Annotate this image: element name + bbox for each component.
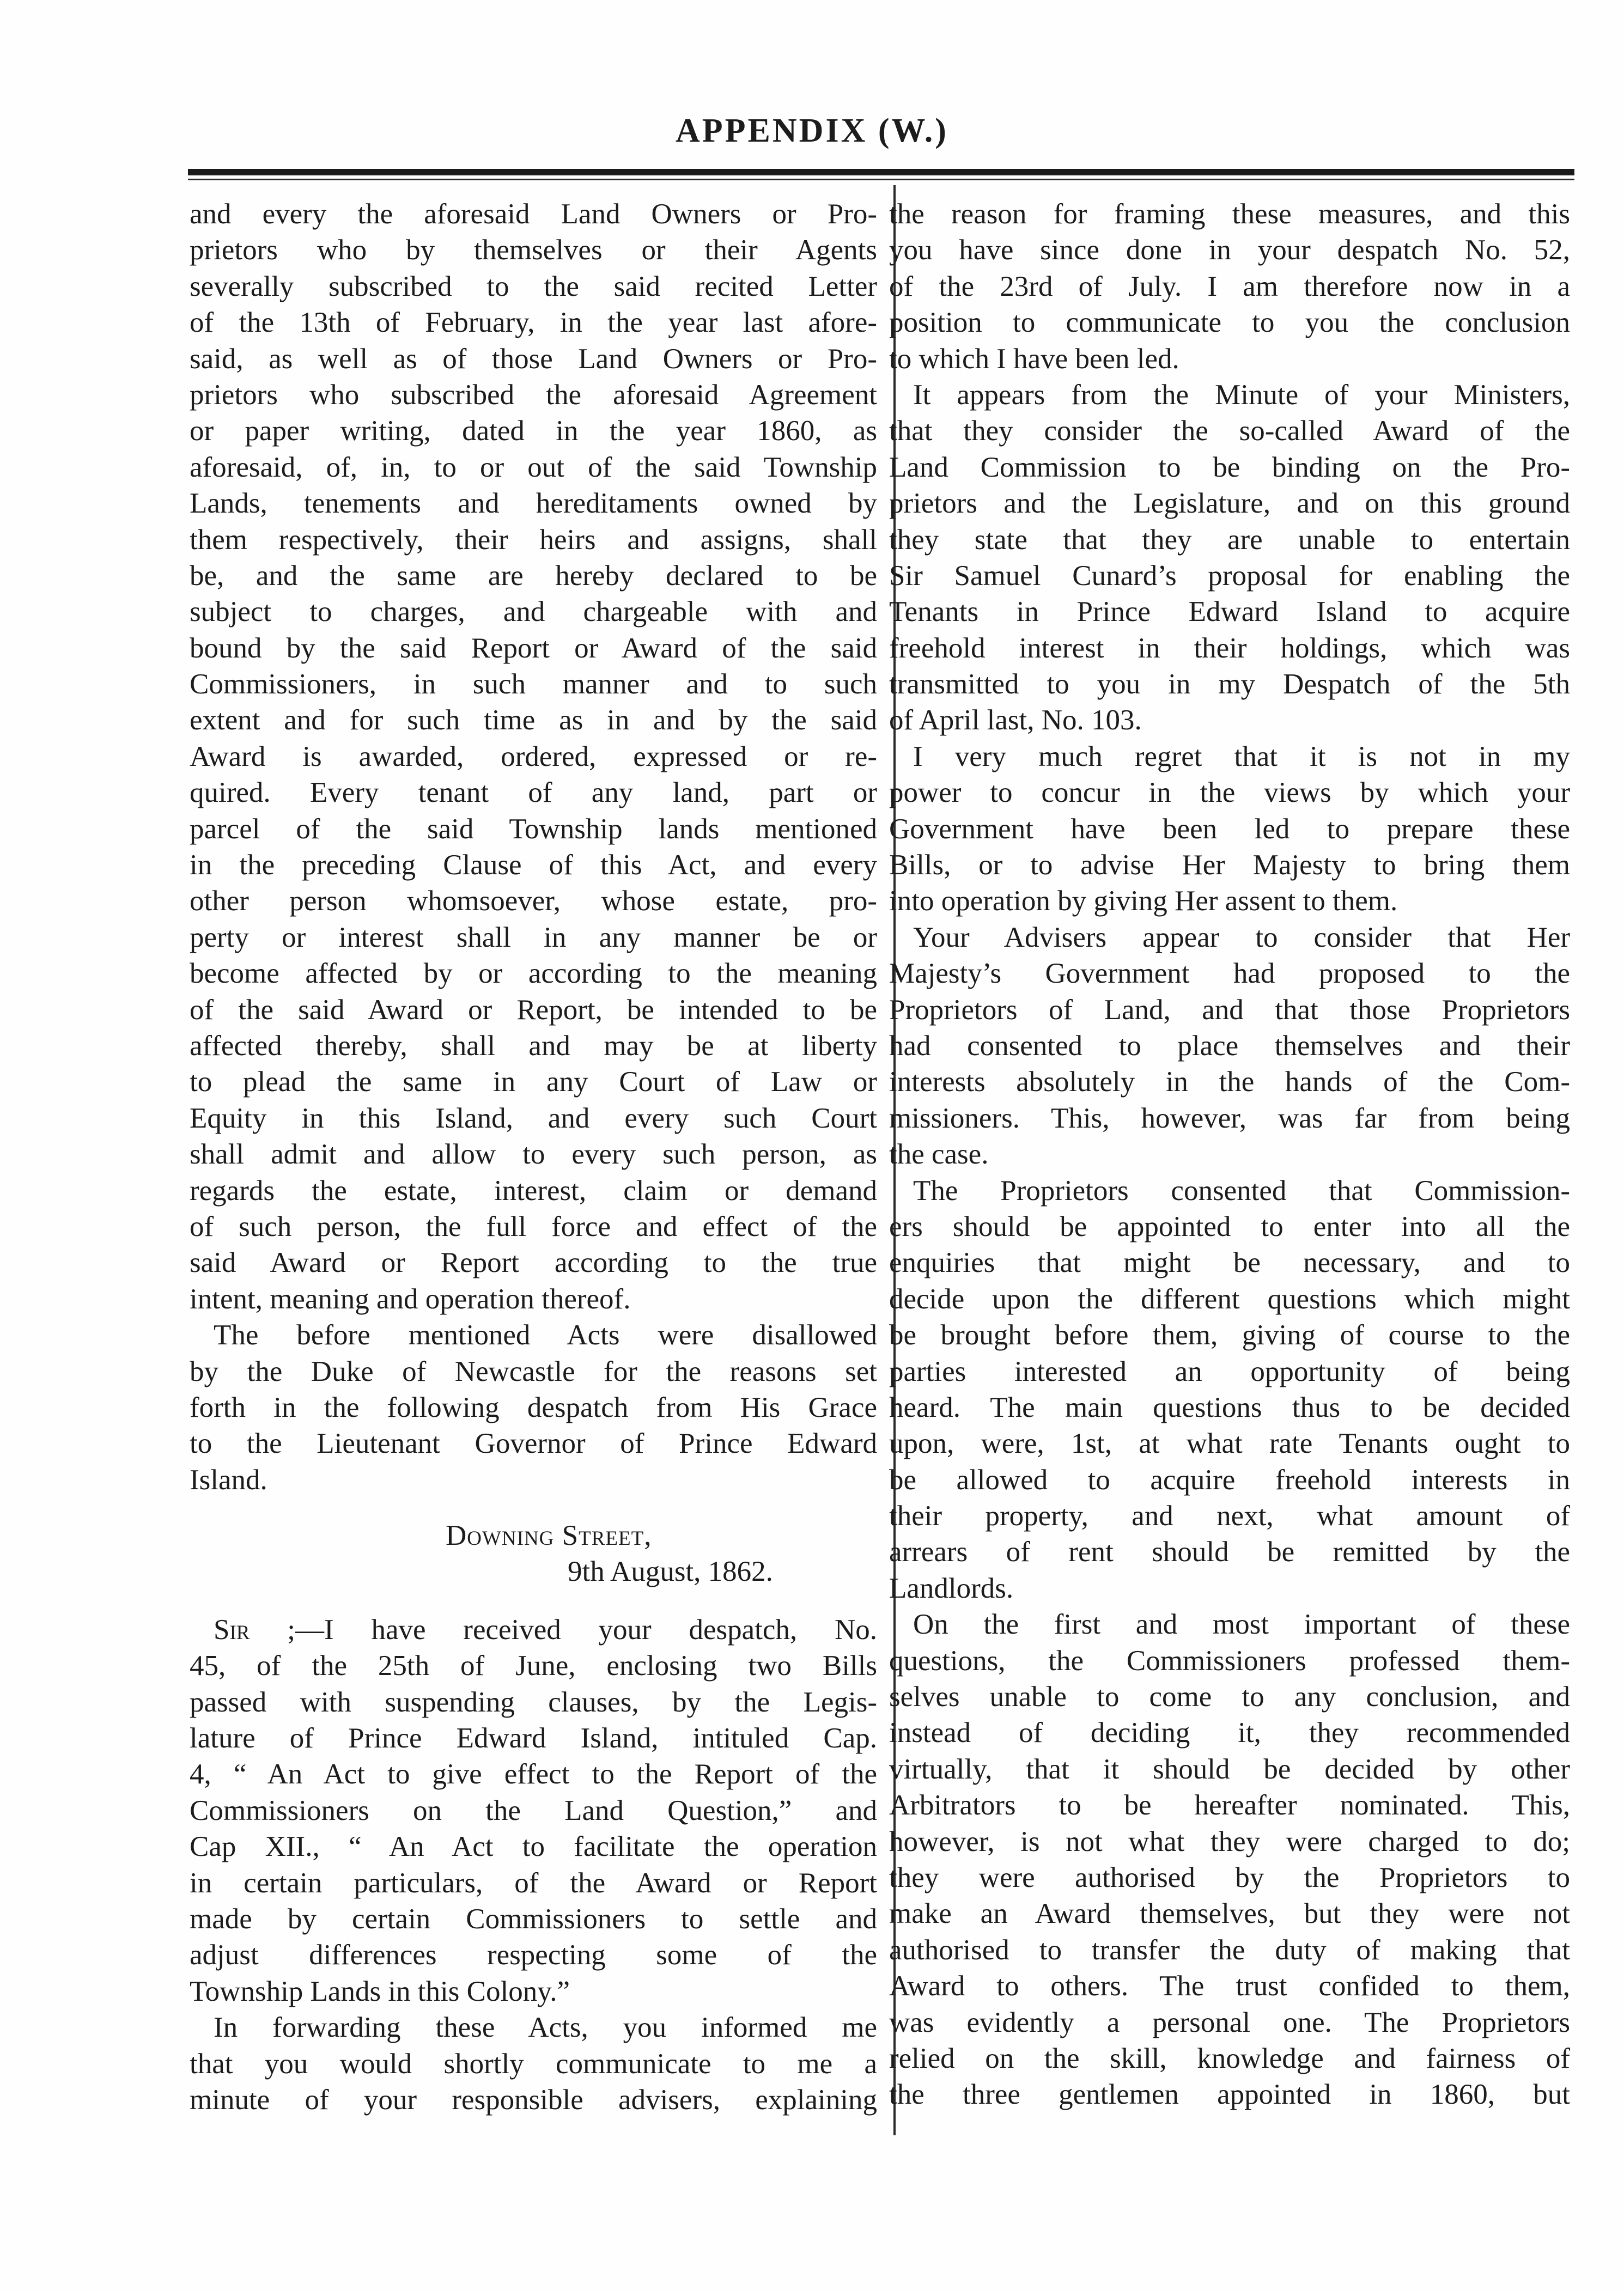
text-line: be, and the same are hereby declared to be [190,559,877,592]
text-line: of the 23rd of July. I am therefore now in a [889,270,1570,302]
text-line: Your Advisers appear to consider that Her [913,921,1570,953]
letter-salutation: Sir ; [214,1613,295,1646]
text-line: the case. [889,1138,989,1171]
text-line: It appears from the Minute of your Ministers, [913,379,1570,411]
text-line: upon, were, 1st, at what rate Tenants ought to [889,1428,1570,1460]
text-line: heard. The main questions thus to be decided [889,1391,1570,1423]
text-line: the three gentlemen appointed in 1860, but [889,2079,1570,2111]
text-line: relied on the skill, knowledge and fairness of [889,2042,1570,2074]
text-line: or paper writing, dated in the year 1860, as [190,415,877,447]
text-line: they state that they are unable to entertain [889,523,1570,556]
text-line: In forwarding these Acts, you informed me [214,2012,877,2044]
text-line: be brought before them, giving of course to the [889,1319,1570,1351]
text-line: ers should be appointed to enter into all the [889,1210,1570,1243]
text-line: Island. [190,1464,267,1496]
letter-opening-line [190,1612,877,1648]
text-line: 45, of the 25th of June, enclosing two Bills [190,1650,877,1682]
text-line: passed with suspending clauses, by the Legis- [190,1686,877,1718]
text-line: decide upon the different questions which might [889,1283,1570,1315]
text-line: power to concur in the views by which your [889,777,1570,809]
text-line: bound by the said Report or Award of the said [190,632,877,664]
text-line: parcel of the said Township lands mentioned [190,813,877,845]
text-line: had consented to place themselves and their [889,1030,1570,1062]
text-line: you have since done in your despatch No. 52, [889,234,1570,266]
text-line: Equity in this Island, and every such Court [190,1102,877,1134]
text-line: questions, the Commissioners professed them- [889,1645,1570,1677]
text-line: adjust differences respecting some of the [190,1939,877,1971]
text-line: that you would shortly communicate to me a [190,2048,877,2080]
text-line: Land Commission to be binding on the Pro- [889,451,1570,483]
text-line: Commissioners, in such manner and to such [190,668,877,701]
text-line: of April last, No. 103. [889,704,1142,736]
text-line: interests absolutely in the hands of the Com- [889,1066,1570,1098]
text-line: Government have been led to prepare these [889,813,1570,845]
text-line: said, as well as of those Land Owners or Pro- [190,343,877,375]
text-line: Cap XII., “ An Act to facilitate the operation [190,1831,877,1863]
text-line: Proprietors of Land, and that those Proprietors [889,994,1570,1026]
text-line: Sir Samuel Cunard’s proposal for enabling the [889,559,1570,592]
text-line: instead of deciding it, they recommended [889,1717,1570,1749]
text-line: Commissioners on the Land Question,” and [190,1794,877,1826]
text-line: regards the estate, interest, claim or demand [190,1174,877,1207]
text-line: Award is awarded, ordered, expressed or re- [190,740,877,772]
text-line: of such person, the full force and effect of the [190,1210,877,1243]
text-line: aforesaid, of, in, to or out of the said Township [190,451,877,483]
text-line: virtually, that it should be decided by other [889,1753,1570,1785]
text-line: selves unable to come to any conclusion, and [889,1681,1570,1713]
text-line: forth in the following despatch from His Grace [190,1391,877,1423]
text-line: Majesty’s Government had proposed to the [889,958,1570,990]
text-line: to which I have been led. [889,343,1179,375]
text-line: The before mentioned Acts were disallowed [214,1319,877,1351]
text-line: into operation by giving Her assent to them. [889,885,1398,917]
text-line: missioners. This, however, was far from being [889,1102,1570,1134]
text-line: extent and for such time as in and by the said [190,704,877,736]
text-line: the reason for framing these measures, and this [889,198,1570,230]
header-rule-thick [188,169,1574,175]
text-line: in certain particulars, of the Award or Report [190,1867,877,1899]
text-line: affected thereby, shall and may be at liberty [190,1030,877,1062]
text-line: Tenants in Prince Edward Island to acquire [889,596,1570,628]
text-line: made by certain Commissioners to settle and [190,1903,877,1935]
text-line: authorised to transfer the duty of making that [889,1934,1570,1966]
text-line: however, is not what they were charged to do; [889,1825,1570,1857]
text-line: severally subscribed to the said recited Letter [190,270,877,302]
text-line: minute of your responsible advisers, explaining [190,2084,877,2116]
text-line: was evidently a personal one. The Proprietors [889,2006,1570,2038]
text-line: them respectively, their heirs and assigns, shall [190,523,877,556]
text-line: Arbitrators to be hereafter nominated. This, [889,1789,1570,1822]
text-line: and every the aforesaid Land Owners or Pro- [190,198,877,230]
dateline-date: 9th August, 1862. [568,1556,773,1588]
right-column [889,196,1570,2113]
text-line: perty or interest shall in any manner be or [190,921,877,953]
text-line: enquiries that might be necessary, and to [889,1247,1570,1279]
text-line: by the Duke of Newcastle for the reasons set [190,1355,877,1387]
text-line: make an Award themselves, but they were not [889,1898,1570,1930]
text-line: The Proprietors consented that Commission- [913,1174,1570,1207]
text-line: intent, meaning and operation thereof. [190,1283,631,1315]
text-line: that they consider the so-called Award of the [889,415,1570,447]
text-line: shall admit and allow to every such person, as [190,1138,877,1171]
text-line: subject to charges, and chargeable with and [190,596,877,628]
header-rule-thin [188,179,1574,180]
text-line: transmitted to you in my Despatch of the 5th [889,668,1570,701]
text-line: I very much regret that it is not in my [913,740,1570,772]
text-line: prietors and the Legislature, and on this ground [889,488,1570,520]
page-title: APPENDIX (W.) [676,112,948,149]
text-line: quired. Every tenant of any land, part or [190,777,877,809]
text-line: —I have received your despatch, No. [295,1613,877,1646]
text-line: freehold interest in their holdings, which was [889,632,1570,664]
text-line: be allowed to acquire freehold interests in [889,1464,1570,1496]
text-line: prietors who subscribed the aforesaid Agreement [190,379,877,411]
text-line: of the said Award or Report, be intended to be [190,994,877,1026]
text-line: to plead the same in any Court of Law or [190,1066,877,1098]
text-line: in the preceding Clause of this Act, and every [190,849,877,881]
text-line: arrears of rent should be remitted by the [889,1536,1570,1568]
left-column [190,196,877,2118]
text-line: Award to others. The trust confided to them, [889,1970,1570,2002]
text-line: other person whomsoever, whose estate, pro- [190,885,877,917]
text-line: Landlords. [889,1572,1014,1604]
text-line: parties interested an opportunity of being [889,1355,1570,1387]
text-line: Lands, tenements and hereditaments owned by [190,488,877,520]
text-line: Township Lands in this Colony.” [190,1975,570,2007]
text-line: 4, “ An Act to give effect to the Report of the [190,1758,877,1790]
dateline-place: Downing Street, [446,1520,652,1552]
text-line: to the Lieutenant Governor of Prince Edward [190,1428,877,1460]
text-line: they were authorised by the Proprietors to [889,1861,1570,1893]
text-line: prietors who by themselves or their Agents [190,234,877,266]
text-line: lature of Prince Edward Island, intituled Cap. [190,1722,877,1755]
text-line: On the first and most important of these [913,1609,1570,1641]
text-line: become affected by or according to the meaning [190,958,877,990]
text-line: position to communicate to you the conclusion [889,307,1570,339]
text-line: their property, and next, what amount of [889,1500,1570,1532]
text-line: of the 13th of February, in the year last afore- [190,307,877,339]
text-line: Bills, or to advise Her Majesty to bring them [889,849,1570,881]
text-line: said Award or Report according to the true [190,1247,877,1279]
